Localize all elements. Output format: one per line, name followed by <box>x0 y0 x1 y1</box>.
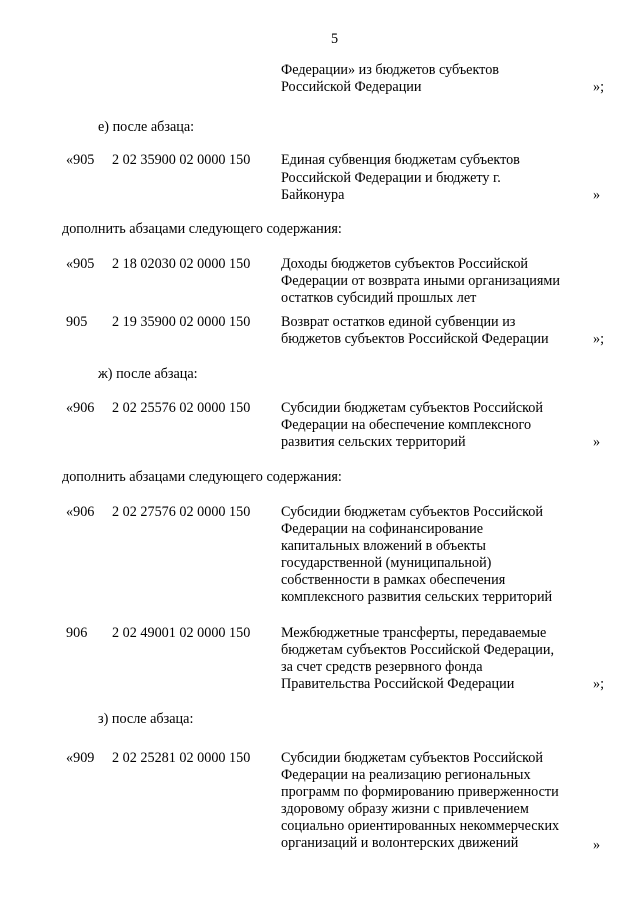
intro-line: Федерации» из бюджетов субъектов <box>281 62 499 78</box>
page-number: 5 <box>331 31 339 47</box>
row-desc-line: Федерации от возврата иными организациями <box>281 273 560 289</box>
row-desc-line: Правительства Российской Федерации <box>281 676 515 692</box>
row-number: «905 <box>66 256 95 272</box>
row-desc-line: Байконура <box>281 187 345 203</box>
row-end-quote: »; <box>593 676 605 692</box>
row-number: «905 <box>66 152 95 168</box>
section-heading: ж) после абзаца: <box>98 366 198 382</box>
row-desc-line: развития сельских территорий <box>281 434 466 450</box>
row-code: 2 02 27576 02 0000 150 <box>112 504 251 520</box>
row-number: «906 <box>66 400 95 416</box>
row-desc-line: бюджетам субъектов Российской Федерации, <box>281 642 555 658</box>
row-desc-line: Субсидии бюджетам субъектов Российской <box>281 504 543 520</box>
row-desc-line: Возврат остатков единой субвенции из <box>281 314 516 330</box>
row-desc-line: комплексного развития сельских территорий <box>281 589 553 605</box>
row-end-quote: » <box>593 837 601 853</box>
intro-line: Российской Федерации <box>281 79 422 95</box>
row-code: 2 02 35900 02 0000 150 <box>112 152 251 168</box>
row-desc-line: Субсидии бюджетам субъектов Российской <box>281 400 543 416</box>
section-heading: з) после абзаца: <box>98 711 194 727</box>
row-desc-line: Федерации на обеспечение комплексного <box>281 417 532 433</box>
row-desc-line: организаций и волонтерских движений <box>281 835 519 851</box>
row-desc-line: государственной (муниципальной) <box>281 555 492 571</box>
row-number: 905 <box>66 314 88 330</box>
row-desc-line: капитальных вложений в объекты <box>281 538 486 554</box>
row-number: «906 <box>66 504 95 520</box>
intro-end-quote: »; <box>593 79 605 95</box>
row-desc-line: за счет средств резервного фонда <box>281 659 483 675</box>
row-code: 2 02 25576 02 0000 150 <box>112 400 251 416</box>
section-heading: е) после абзаца: <box>98 119 195 135</box>
row-desc-line: бюджетов субъектов Российской Федерации <box>281 331 549 347</box>
row-desc-line: Федерации на реализацию региональных <box>281 767 531 783</box>
row-desc-line: здоровому образу жизни с привлечением <box>281 801 529 817</box>
row-code: 2 19 35900 02 0000 150 <box>112 314 251 330</box>
connector-text: дополнить абзацами следующего содержания: <box>62 469 342 485</box>
row-code: 2 02 25281 02 0000 150 <box>112 750 251 766</box>
row-desc-line: Доходы бюджетов субъектов Российской <box>281 256 529 272</box>
row-end-quote: » <box>593 187 601 203</box>
row-code: 2 02 49001 02 0000 150 <box>112 625 251 641</box>
connector-text: дополнить абзацами следующего содержания: <box>62 221 342 237</box>
row-desc-line: остатков субсидий прошлых лет <box>281 290 477 306</box>
row-desc-line: Межбюджетные трансферты, передаваемые <box>281 625 547 641</box>
row-desc-line: собственности в рамках обеспечения <box>281 572 506 588</box>
row-number: 906 <box>66 625 88 641</box>
row-code: 2 18 02030 02 0000 150 <box>112 256 251 272</box>
row-desc-line: Субсидии бюджетам субъектов Российской <box>281 750 543 766</box>
row-desc-line: Российской Федерации и бюджету г. <box>281 170 501 186</box>
row-end-quote: » <box>593 434 601 450</box>
row-desc-line: Единая субвенция бюджетам субъектов <box>281 152 520 168</box>
row-end-quote: »; <box>593 331 605 347</box>
row-number: «909 <box>66 750 95 766</box>
row-desc-line: социально ориентированных некоммерческих <box>281 818 560 834</box>
row-desc-line: Федерации на софинансирование <box>281 521 484 537</box>
row-desc-line: программ по формированию приверженности <box>281 784 559 800</box>
